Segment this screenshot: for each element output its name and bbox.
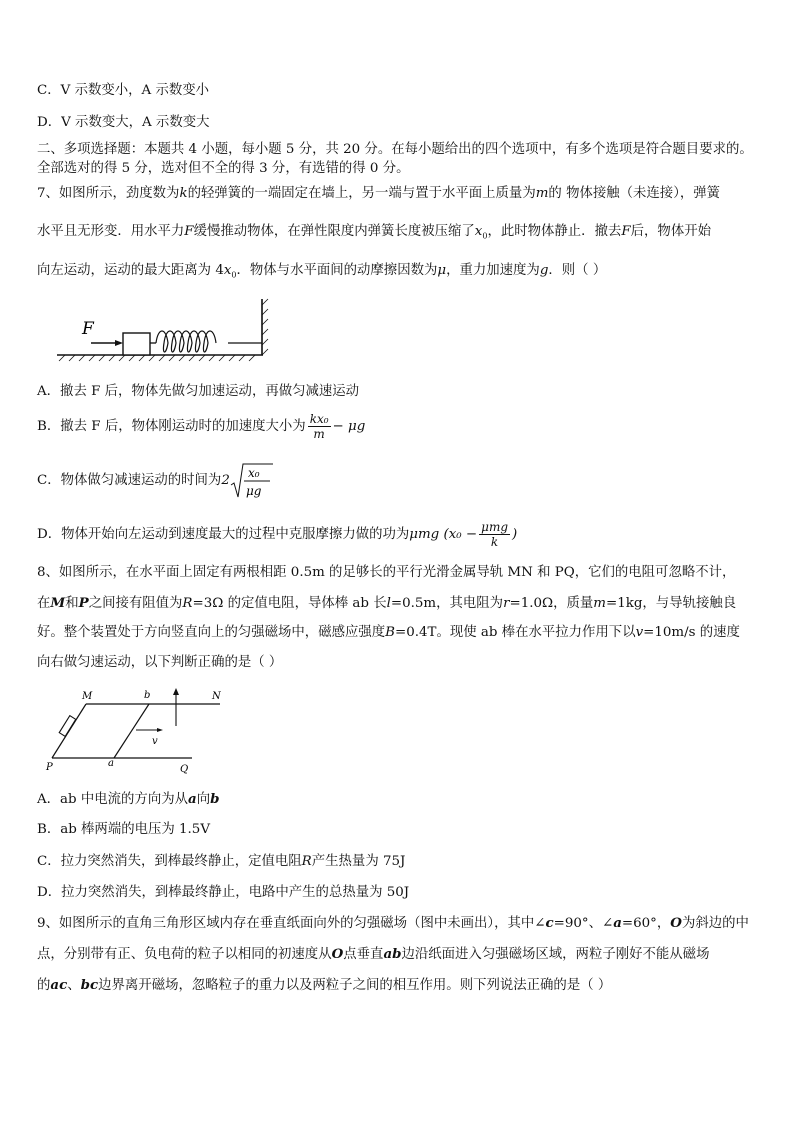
q9-stem-line3: 的ac、bc边界离开磁场，忽略粒子的重力以及两粒子之间的相互作用。则下列说法正确的是（ ） — [37, 977, 612, 993]
q8-option-b: B．ab 棒两端的电压为 1.5V — [37, 822, 210, 837]
q7-force-label: F — [82, 319, 94, 339]
q7-spring-figure — [55, 295, 270, 363]
q7-option-c-sqrt — [230, 460, 274, 501]
svg-text:μg: μg — [245, 483, 262, 498]
q8-option-d: D．拉力突然消失，到棒最终静止，电路中产生的总热量为 50J — [37, 885, 410, 900]
q8-stem-line3: 好。整个装置处于方向竖直向上的匀强磁场中，磁感应强度B=0.4T。现使 ab 棒在水平拉力作用下以v=10m/s 的速度 — [37, 625, 740, 640]
q7-option-a: A．撤去 F 后，物体先做匀加速运动，再做匀减速运动 — [37, 384, 360, 399]
svg-text:a: a — [108, 758, 114, 769]
q7-option-b: B．撤去 F 后，物体刚运动时的加速度大小为 $\frac{\text{kx₀}}{m}$ − μg — [37, 412, 366, 441]
q6-option-c: C．V 示数变小，A 示数变小 — [37, 83, 210, 98]
q9-stem-line1: 9、如图所示的直角三角形区域内存在垂直纸面向外的匀强磁场（图中未画出），其中∠c=90°、∠a=60°，O为斜边的中 — [37, 915, 749, 931]
q7-spring — [156, 331, 216, 352]
svg-text:x₀: x₀ — [247, 465, 260, 480]
svg-text:M: M — [82, 691, 93, 702]
q7-option-c: C．物体做匀减速运动的时间为2 x₀ μg — [37, 460, 274, 501]
q8-stem-line4: 向右做匀速运动，以下判断正确的是（ ） — [37, 655, 283, 670]
q8-rod — [114, 704, 149, 758]
q9-stem-line2: 点，分别带有正、负电荷的粒子以相同的初速度从O点垂直ab边沿纸面进入匀强磁场区域，两粒子刚好不能从磁场 — [37, 946, 710, 962]
section2-instructions-line2: 全部选对的得 5 分，选对但不全的得 3 分，有选错的得 0 分。 — [37, 161, 410, 176]
svg-text:b: b — [144, 690, 151, 701]
q8-stem-line1: 8、如图所示，在水平面上固定有两根相距 0.5m 的足够长的平行光滑金属导轨 MN 和 PQ，它们的电阻可忽略不计， — [37, 565, 736, 580]
q7-stem-line1: 7、如图所示，劲度数为k的轻弹簧的一端固定在墙上，另一端与置于水平面上质量为m的 物体接触（未连接），弹簧 — [37, 186, 721, 201]
svg-text:Q: Q — [180, 764, 189, 775]
q8-option-c: C．拉力突然消失，到棒最终静止，定值电阻R产生热量为 75J — [37, 854, 406, 869]
q6-option-d: D．V 示数变大，A 示数变大 — [37, 115, 210, 130]
q7-stem-line3: 向左运动，运动的最大距离为 $4x_0$．物体与水平面间的动摩擦因数为μ，重力加速度为g．则（ ） — [37, 263, 607, 280]
svg-text:P: P — [46, 762, 53, 773]
q7-block — [123, 333, 150, 355]
q8-rail-figure — [42, 686, 232, 776]
q7-option-d-fraction: $\frac{\text{μmg}}{k}$ — [481, 520, 508, 549]
section2-instructions-line1: 二、多项选择题：本题共 4 小题，每小题 5 分，共 20 分。在每小题给出的四个选项中，有多个选项是符合题目要求的。 — [37, 142, 753, 157]
q8-option-a: A．ab 中电流的方向为从a向b — [37, 791, 220, 807]
q7-option-d: D．物体开始向左运动到速度最大的过程中克服摩擦力做的功为μmg (x₀ − $\frac{\text{μmg}}{k}$ ) — [37, 520, 518, 549]
q7-option-b-fraction: $\frac{\text{kx₀}}{m}$ — [309, 412, 329, 441]
svg-text:v: v — [152, 736, 158, 747]
svg-text:N: N — [212, 691, 221, 702]
q8-resistor — [59, 716, 76, 737]
q7-stem-line2: 水平且无形变．用水平力F缓慢推动物体，在弹性限度内弹簧长度被压缩了$x_0$，此时物体静止．撤去F后，物体开始 — [37, 224, 711, 241]
q8-stem-line2: 在M和P之间接有阻值为R=3Ω 的定值电阻，导体棒 ab 长l=0.5m，其电阻为r=1.0Ω，质量m=1kg，与导轨接触良 — [37, 595, 737, 611]
